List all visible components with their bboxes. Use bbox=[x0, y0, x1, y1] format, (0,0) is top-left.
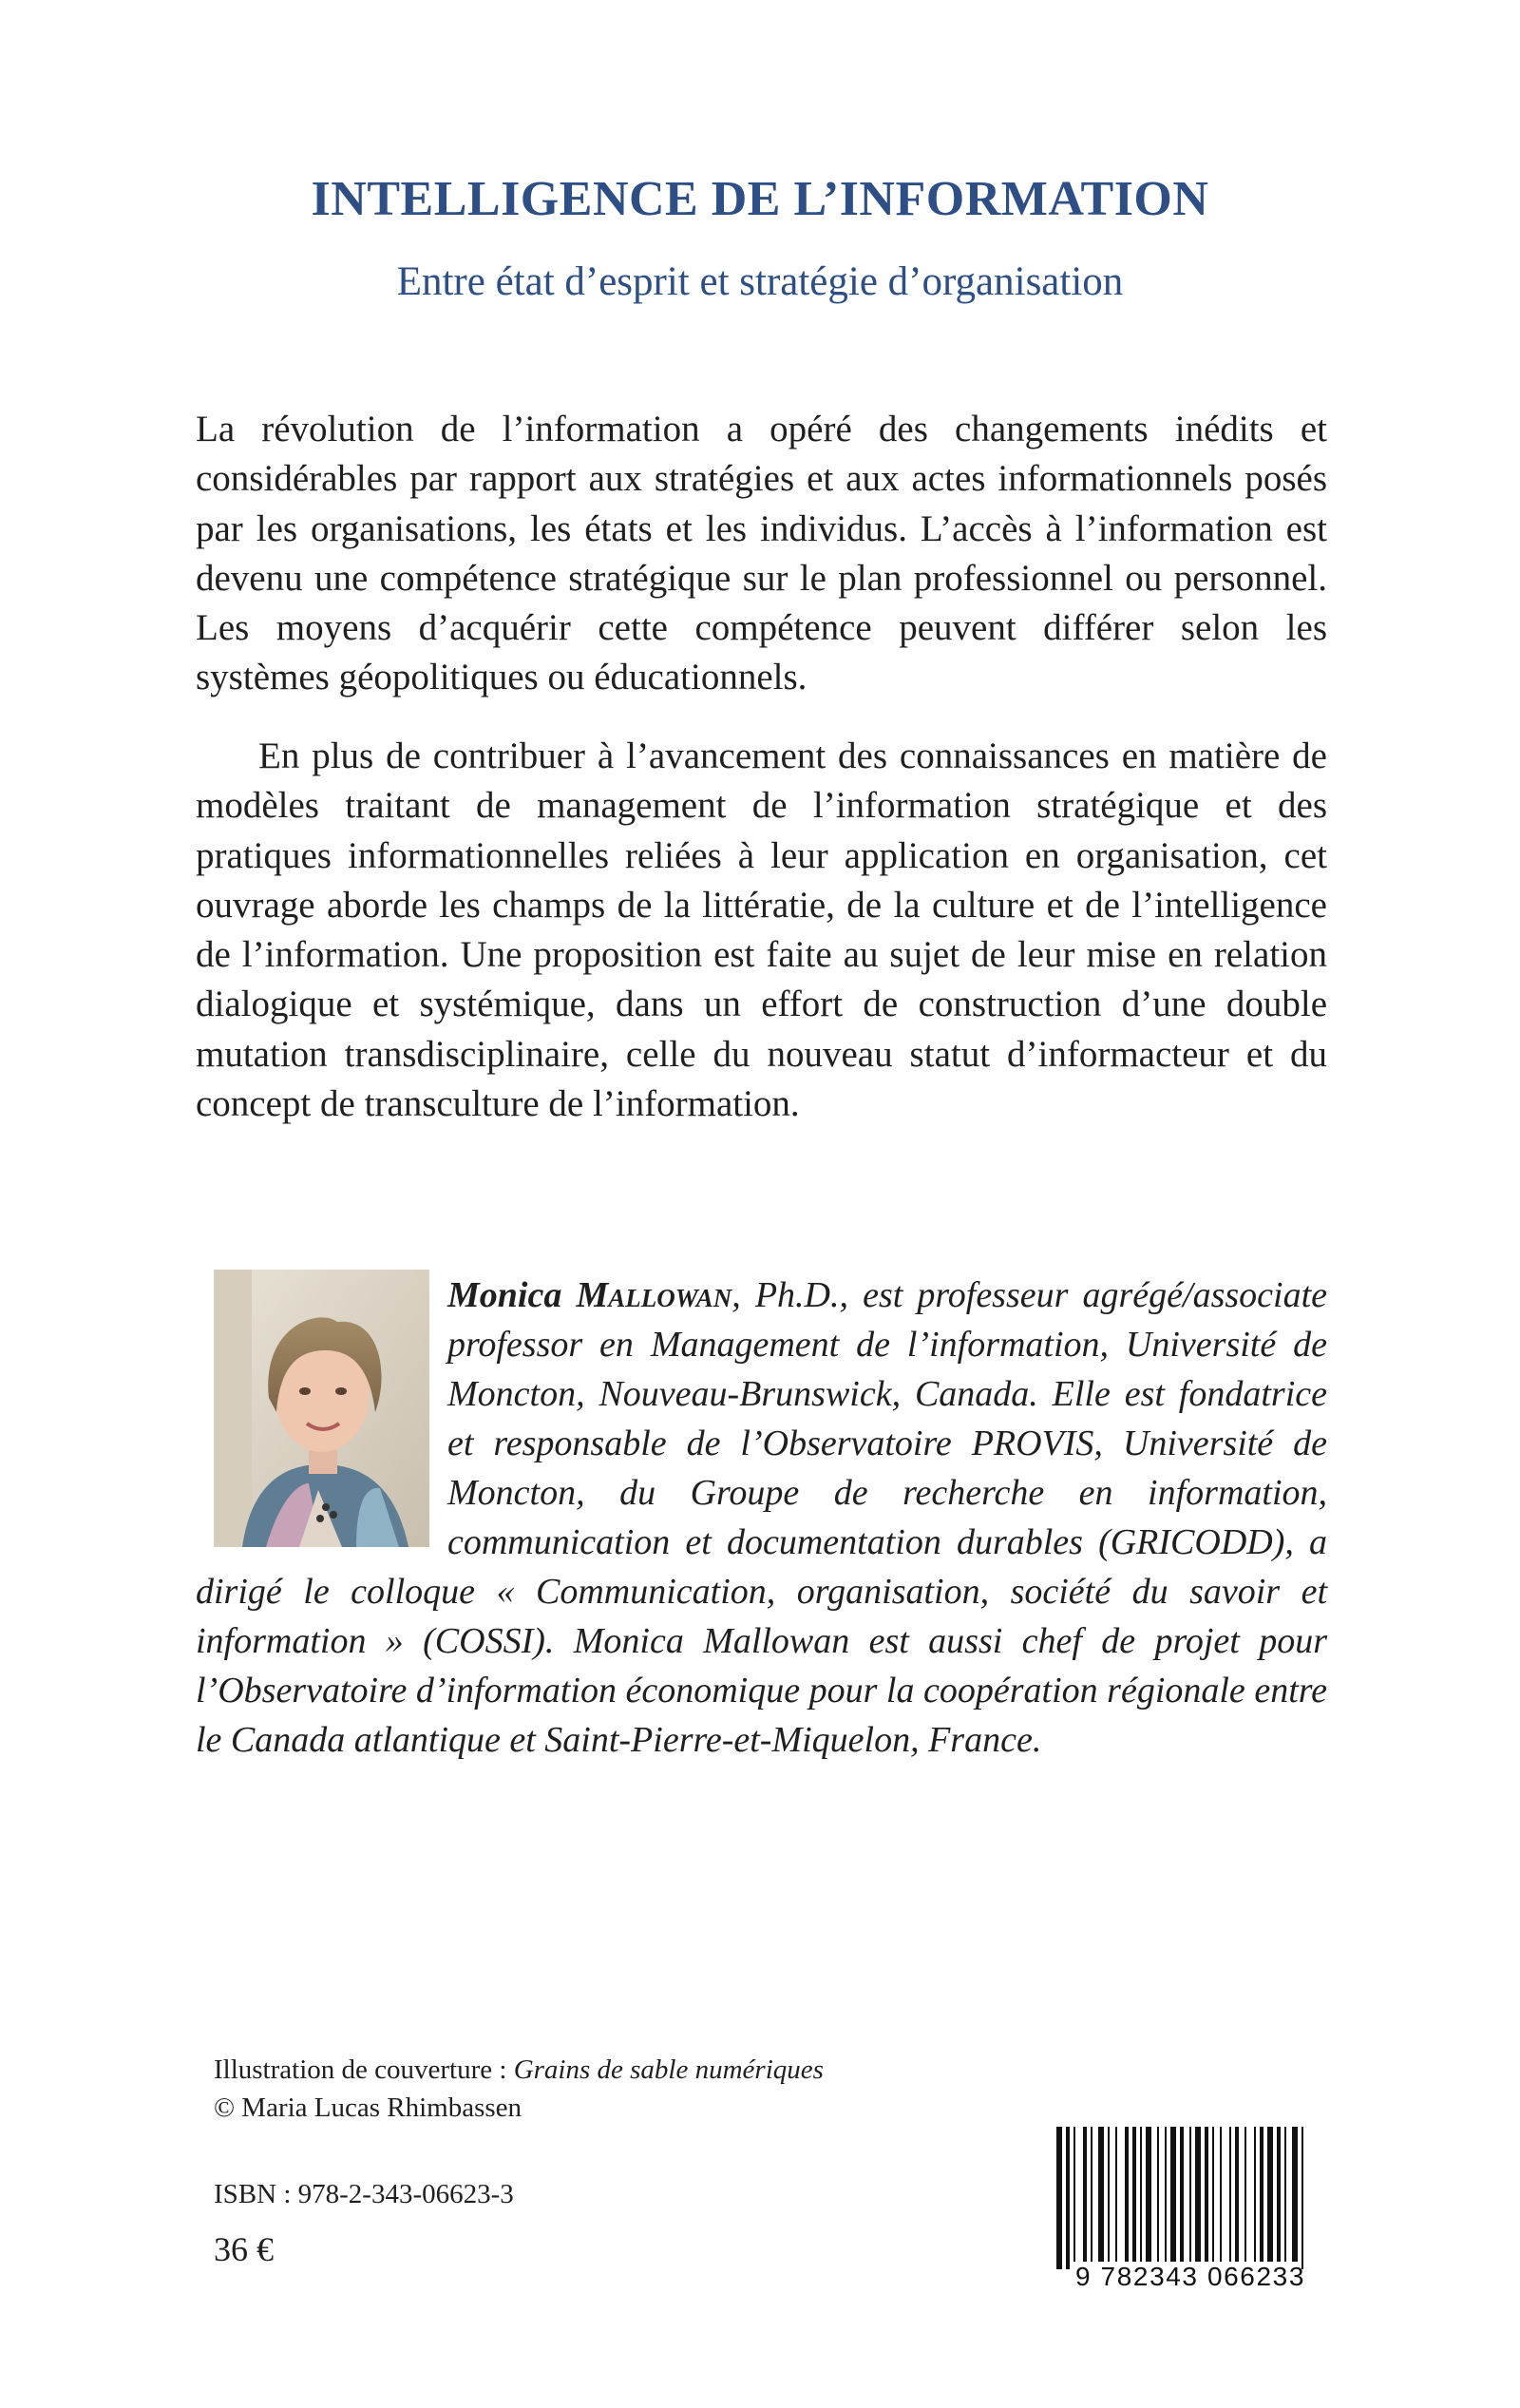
copyright-line: © Maria Lucas Rhimbassen bbox=[214, 2093, 522, 2123]
summary-paragraph-1: La révolution de l’information a opéré des changements inédits et considérables par rapport aux stratégies et aux actes informationnels posés par les organisations, les états et les individus. L’accès à l’information est devenu une compétence stratégique sur le plan professionnel ou personnel. Les moyens d’acquérir cette compétence peuvent différer selon les systèmes géopolitiques ou éducationnels. bbox=[196, 409, 1327, 698]
author-first-name: Monica bbox=[447, 1275, 562, 1315]
summary-paragraph-2: En plus de contribuer à l’avancement des connaissances en matière de modèles traitant de management de l’information stratégique et des pratiques informationnelles reliées à leur application en organisation, cet ouvrage aborde les champs de la littératie, de la culture et de l’intelligence de l’information. Une proposition est faite au sujet de leur mise en relation dialogique et systémique, dans un effort de construction d’une double mutation transdisciplinaire, celle du nouveau statut d’informacteur et du concept de transculture de l’information. bbox=[196, 736, 1327, 1125]
illustration-credit bbox=[214, 2051, 824, 2127]
illustration-line bbox=[214, 2051, 824, 2089]
author-biography bbox=[196, 1271, 1327, 1765]
author-bio-text: , Ph.D., est professeur agrégé/associate professor en Management de l’information, Université de Moncton, Nouveau-Brunswick, Canada. Elle est fondatrice et responsable de l’Observatoire PROVIS, Université de Moncton, du Groupe de recherche en information, communication et documentation durables (GRICODD), a dirigé le colloque « Communication, organisation, société du savoir et information » (COSSI). Monica Mallowan est aussi chef de projet pour l’Observatoire d’information économique pour la coopération régionale entre le Canada atlantique et Saint-Pierre-et-Miquelon, France. bbox=[196, 1275, 1328, 1760]
book-title: INTELLIGENCE DE L’INFORMATION bbox=[311, 172, 1209, 226]
illustration-label: Illustration de couverture : bbox=[214, 2054, 514, 2085]
isbn: ISBN : 978-2-343-06623-3 bbox=[214, 2179, 514, 2209]
photo-spacer bbox=[196, 1271, 447, 1565]
author-last-name: Mallowan bbox=[576, 1275, 732, 1315]
price: 36 € bbox=[214, 2230, 274, 2268]
barcode-digits: 9 782343 066233 bbox=[1075, 2262, 1305, 2291]
illustration-title: Grains de sable numériques bbox=[513, 2054, 824, 2085]
book-subtitle: Entre état d’esprit et stratégie d’organisation bbox=[396, 259, 1124, 304]
